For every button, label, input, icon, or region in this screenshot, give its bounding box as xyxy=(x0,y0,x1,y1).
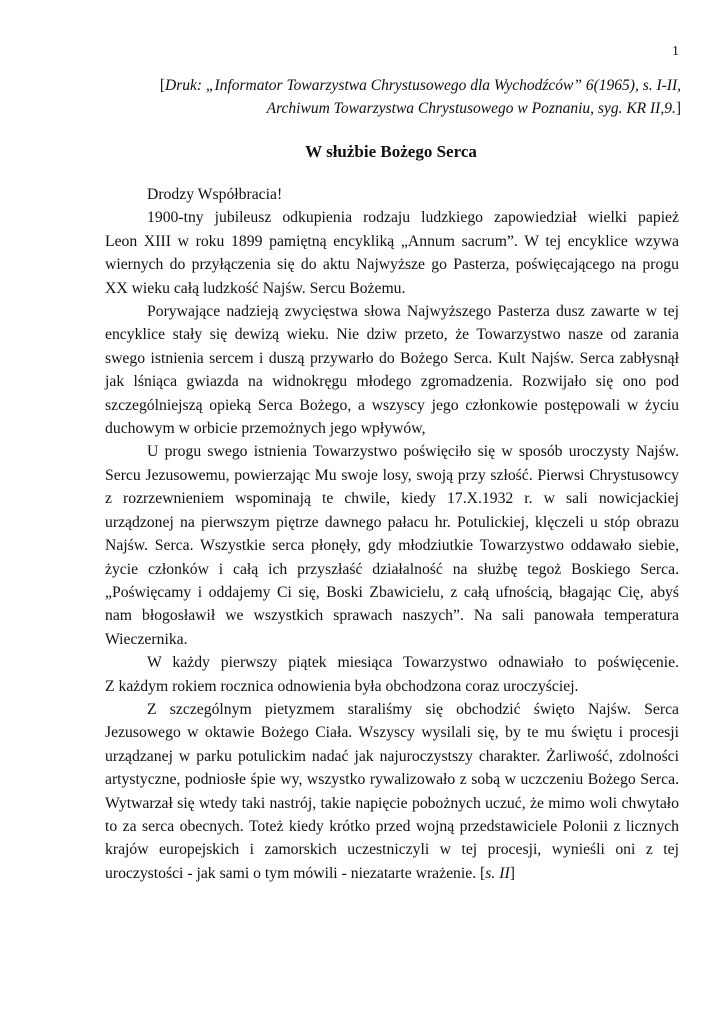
paragraph-5-line: krajów europejskich i zamorskich uczestniczyli w tej procesji, wynieśli oni z tej xyxy=(105,841,679,859)
page-reference-close: ] xyxy=(509,864,515,882)
paragraph-2-line: encyklice stały się dewizą wieku. Nie dziw przeto, że Towarzystwo nasze od zarania xyxy=(105,326,679,344)
paragraph-3-line: Wieczernika. xyxy=(105,630,188,648)
paragraph-5-line: urządzanej w parku potulickim nadać jak najuroczystszy charakter. Żarliwość, zdolności xyxy=(105,747,679,765)
paragraph-2-line: szczególniejszą opieką Serca Bożego, a wszyscy jego członkowie postępowali w życiu xyxy=(105,396,679,414)
paragraph-3-line: nam błogosławił we wszystkich sprawach naszych”. Na sali panowała temperatura xyxy=(105,607,679,625)
paragraph-5-last-line xyxy=(105,862,679,885)
paragraph-3-line: Najśw. Serca. Wszystkie serca płonęły, gdy młodziutkie Towarzystwo oddawało siebie, xyxy=(105,537,679,555)
document-title: W służbie Bożego Serca xyxy=(305,142,477,161)
greeting: Drodzy Współbracia! xyxy=(147,186,283,203)
paragraph-4-line: W każdy pierwszy piątek miesiąca Towarzystwo odnawiało to poświęcenie. xyxy=(147,654,679,672)
paragraph-3-line: z rozrzewnieniem wspominają te chwile, kiedy 17.X.1932 r. w sali nowicjackiej xyxy=(105,490,679,508)
document-body xyxy=(105,183,679,885)
paragraph-1-line: XX wieku całą ludzkość Najśw. Sercu Bożemu. xyxy=(105,279,406,297)
paragraph-5-line: Z szczególnym pietyzmem staraliśmy się obchodzić święto Najśw. Serca xyxy=(147,700,679,718)
paragraph-5-line: uroczystości - jak sami o tym mówili - niezatarte wrażenie. [ xyxy=(105,864,486,882)
paragraph-5-line: artystyczne, podniosłe śpie wy, wszystko rywalizowało z sobą w uczczeniu Bożego Serca. xyxy=(105,771,679,789)
page-number: 1 xyxy=(672,44,679,59)
paragraph-2-line: Porywające nadzieją zwycięstwa słowa Najwyższego Pasterza dusz zawarte w tej xyxy=(147,303,679,321)
source-citation xyxy=(121,74,681,120)
paragraph-3-line: urządzonej na pierwszym piętrze dawnego pałacu hr. Potulickiej, klęczeli u stóp obrazu xyxy=(105,513,679,531)
paragraph-4-line: Z każdym rokiem rocznica odnowienia była obchodzona coraz uroczyściej. xyxy=(105,677,579,695)
paragraph-3-line: U progu swego istnienia Towarzystwo poświęciło się w sposób uroczysty Najśw. xyxy=(147,443,679,461)
source-text-line-1: Druk: „Informator Towarzystwa Chrystusowego dla Wychodźców” 6(1965), s. I-II, xyxy=(165,77,681,94)
page-reference: s. II xyxy=(485,864,510,882)
paragraph-1-line: Leon XIII w roku 1899 pamiętną encykliką „Annum sacrum”. W tej encyklice wzywa xyxy=(105,232,679,250)
source-close-bracket: ] xyxy=(675,100,681,117)
paragraph-2-line: duchowym w orbicie przemożnych jego wpływów, xyxy=(105,420,426,438)
paragraph-2-line: jak lśniąca gwiazda na widnokręgu młodego zgromadzenia. Rozwijało się ono pod xyxy=(105,373,679,391)
paragraph-2-line: swego istnienia sercem i duszą przywarło do Bożego Serca. Kult Najśw. Serca zabłysnął xyxy=(105,349,679,367)
paragraph-3-line: Sercu Jezusowemu, powierzając Mu swoje losy, swoją przy szłość. Pierwsi Chrystusowcy xyxy=(105,466,679,484)
paragraph-1-line: 1900-tny jubileusz odkupienia rodzaju ludzkiego zapowiedział wielki papież xyxy=(147,209,679,227)
paragraph-1-line: wiernych do przyłączenia się do aktu Najwyższe go Pasterza, poświęcającego na progu xyxy=(105,256,679,274)
source-text-line-2: Archiwum Towarzystwa Chrystusowego w Poznaniu, syg. KR II,9. xyxy=(266,100,676,117)
paragraph-5-line: Wytwarzał się wtedy taki nastrój, takie napięcie pobożnych uczuć, że mimo woli chwytało xyxy=(105,794,679,812)
paragraph-5-line: Jezusowego w oktawie Bożego Ciała. Wszyscy wysilali się, by te mu świętu i procesji xyxy=(105,724,679,742)
paragraph-5-line: to za serca obecnych. Toteż kiedy krótko przed wojną przedstawiciele Polonii z licznych xyxy=(105,817,679,835)
paragraph-3-line: „Poświęcamy i oddajemy Ci się, Boski Zbawicielu, z całą ufnością, błagając Cię, abyś xyxy=(105,583,679,601)
paragraph-3-line: życie członków i całą ich przyszłaść działalność na służbę tegoż Boskiego Serca. xyxy=(105,560,679,578)
source-line-1 xyxy=(121,74,681,97)
source-open-bracket: [ xyxy=(159,77,166,94)
source-line-2 xyxy=(121,97,681,120)
